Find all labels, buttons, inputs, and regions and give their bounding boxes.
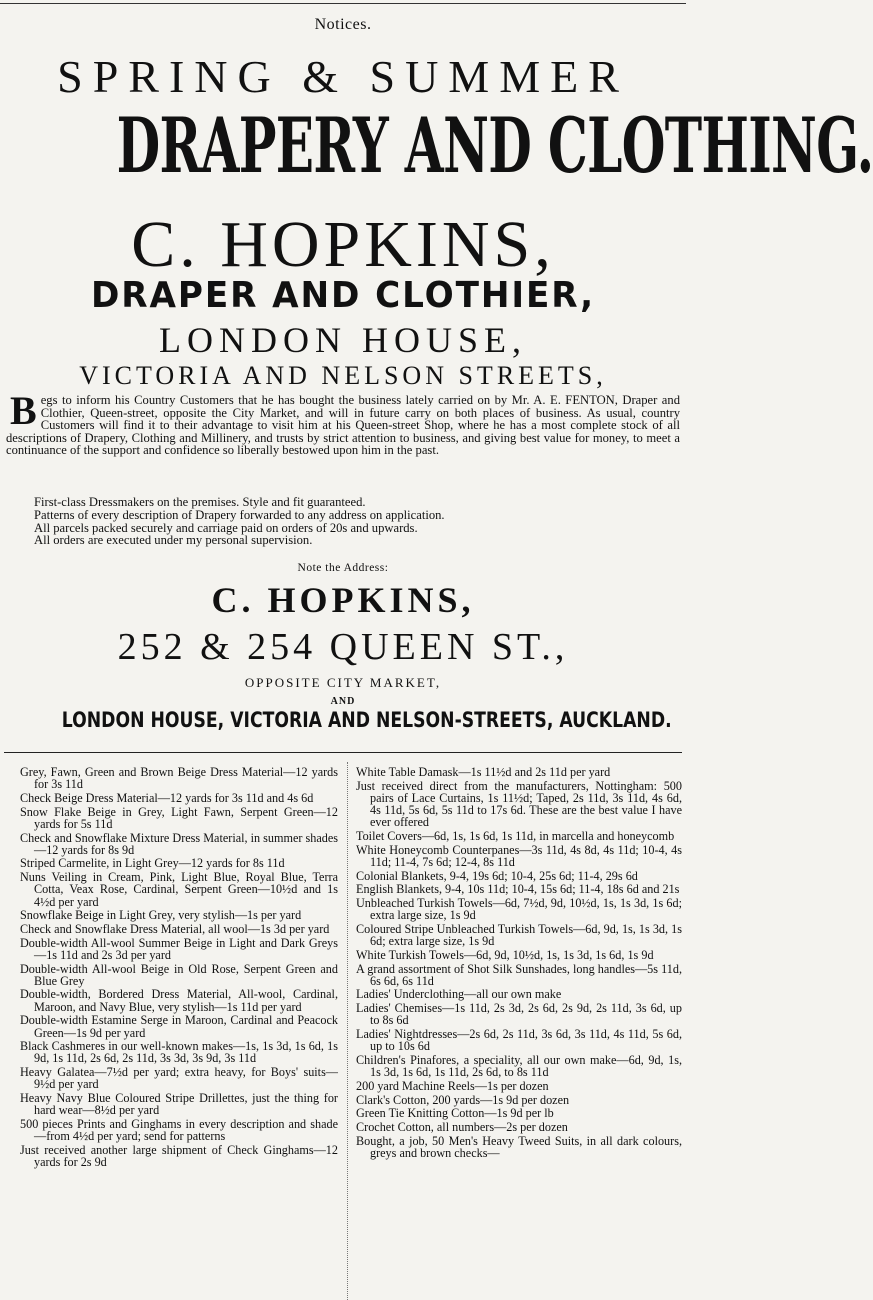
left-price-column bbox=[20, 766, 338, 1170]
price-item: Black Cashmeres in our well-known makes—1s, 1s 3d, 1s 6d, 1s 9d, 1s 11d, 2s 6d, 2s 11d, 3s 3d, 3s 9d, 3s 11d bbox=[20, 1039, 338, 1066]
price-item: White Turkish Towels—6d, 9d, 10½d, 1s, 1s 3d, 1s 6d, 1s 9d bbox=[356, 947, 654, 962]
price-item: Double-width All-wool Beige in Old Rose, Serpent Green and Blue Grey bbox=[20, 961, 338, 988]
price-item: Heavy Navy Blue Coloured Stripe Drillettes, just the thing for hard wear—8½d per yard bbox=[20, 1091, 338, 1118]
price-item: Double-width All-wool Summer Beige in Light and Dark Greys—1s 11d and 2s 3d per yard bbox=[20, 935, 338, 962]
price-item: Ladies' Chemises—1s 11d, 2s 3d, 2s 6d, 2s 9d, 2s 11d, 3s 6d, up to 8s 6d bbox=[356, 1001, 682, 1028]
price-item: 500 pieces Prints and Ginghams in every description and shade—from 4½d per yard; send for patterns bbox=[20, 1116, 338, 1144]
service-item: All parcels packed securely and carriage paid on orders of 20s and upwards. bbox=[34, 520, 418, 535]
price-item: Green Tie Knitting Cotton—1s 9d per lb bbox=[356, 1106, 554, 1121]
price-item: Bought, a job, 50 Men's Heavy Tweed Suits, in all dark colours, greys and brown checks— bbox=[356, 1133, 682, 1160]
price-item: Unbleached Turkish Towels—6d, 7½d, 9d, 10½d, 1s, 1s 3d, 1s 6d; extra large size, 1s 9d bbox=[356, 896, 682, 923]
and-label: AND bbox=[330, 696, 356, 707]
price-item: Double-width Estamine Serge in Maroon, Cardinal and Peacock Green—1s 9d per yard bbox=[20, 1013, 338, 1040]
address-note: Note the Address: bbox=[297, 562, 389, 574]
price-item: Check and Snowflake Mixture Dress Material, in summer shades—12 yards for 8s 9d bbox=[20, 830, 338, 857]
london-house-address: LONDON HOUSE, VICTORIA AND NELSON-STREETS, AUCKLAND. bbox=[61, 708, 672, 732]
drapery-clothing-heading: DRAPERY AND CLOTHING. bbox=[116, 101, 873, 190]
price-item: Just received direct from the manufacturers, Nottingham: 500 pairs of Lace Curtains, 1s 11½d; Taped, 2s 11d, 3s 11d, 4s 6d, 4s 11d, 5s 6d, 5s 11d to 17s 6d. These are the best value I have ever offered bbox=[356, 778, 682, 830]
streets-heading: VICTORIA AND NELSON STREETS, bbox=[79, 361, 607, 390]
price-item: Check and Snowflake Dress Material, all wool—1s 3d per yard bbox=[20, 921, 330, 936]
service-item: First-class Dressmakers on the premises. Style and fit guaranteed. bbox=[34, 495, 366, 509]
price-item: White Table Damask—1s 11½d and 2s 11d per yard bbox=[356, 765, 611, 779]
price-item: Double-width, Bordered Dress Material, All-wool, Cardinal, Maroon, and Navy Blue, very stylish—1s 11d per yard bbox=[20, 987, 338, 1014]
column-separator bbox=[347, 762, 348, 1300]
price-item: Snowflake Beige in Light Grey, very stylish—1s per yard bbox=[20, 908, 302, 923]
address-name: C. HOPKINS, bbox=[211, 580, 475, 620]
price-item: White Honeycomb Counterpanes—3s 11d, 4s 8d, 4s 11d; 10-4, 4s 11d; 11-4, 7s 6d; 12-4, 8s 11d bbox=[356, 842, 682, 869]
top-rule bbox=[0, 3, 686, 4]
service-item: All orders are executed under my personal supervision. bbox=[34, 533, 313, 548]
price-item: Clark's Cotton, 200 yards—1s 9d per dozen bbox=[356, 1092, 570, 1107]
price-item: Colonial Blankets, 9-4, 19s 6d; 10-4, 25s 6d; 11-4, 29s 6d bbox=[356, 868, 638, 883]
column-divider-rule bbox=[4, 752, 682, 753]
price-item: Toilet Covers—6d, 1s, 1s 6d, 1s 11d, in marcella and honeycomb bbox=[356, 829, 675, 844]
price-item: Striped Carmelite, in Light Grey—12 yards for 8s 11d bbox=[20, 856, 285, 871]
price-item: Crochet Cotton, all numbers—2s per dozen bbox=[356, 1119, 568, 1134]
right-price-column bbox=[356, 766, 682, 1161]
price-item: Ladies' Nightdresses—2s 6d, 2s 11d, 3s 6d, 3s 11d, 4s 11d, 5s 6d, up to 10s 6d bbox=[356, 1027, 682, 1054]
service-item: Patterns of every description of Drapery forwarded to any address on application. bbox=[34, 507, 445, 522]
trade-heading: DRAPER AND CLOTHIER, bbox=[90, 275, 596, 316]
price-item: Check Beige Dress Material—12 yards for 3s 11d and 4s 6d bbox=[20, 790, 314, 805]
price-item: A grand assortment of Shot Silk Sunshades, long handles—5s 11d, 6s 6d, 6s 11d bbox=[356, 961, 682, 988]
price-item: Snow Flake Beige in Grey, Light Fawn, Serpent Green—12 yards for 5s 11d bbox=[20, 804, 338, 831]
queen-street-address: 252 & 254 QUEEN ST., bbox=[117, 626, 569, 668]
house-heading: LONDON HOUSE, bbox=[159, 320, 527, 360]
price-item: Coloured Stripe Unbleached Turkish Towels—6d, 9d, 1s, 1s 3d, 1s 6d; extra large size, 1s 9d bbox=[356, 921, 682, 949]
intro-paragraph bbox=[6, 388, 680, 458]
price-item: Just received another large shipment of Check Ginghams—12 yards for 2s 9d bbox=[20, 1142, 338, 1170]
price-item: Ladies' Underclothing—all our own make bbox=[356, 987, 562, 1002]
intro-text: egs to inform his Country Customers that he has bought the business lately carried on by Mr. A. E. FENTON, Draper and Clothier, Queen-street, opposite the City Market, and will in future carry on both places of business. As usual, country Customers will find it to their advantage to visit him at his Queen-street Shop, where he has a most complete stock of all descriptions of Drapery, Clothing and Millinery, and trusts by strict attention to business, and giving best value for money, to meet a continuance of the support and confidence so liberally bestowed upon him in the past. bbox=[6, 393, 680, 458]
price-item: Grey, Fawn, Green and Brown Beige Dress Material—12 yards for 3s 11d bbox=[20, 765, 338, 792]
price-item: Heavy Galatea—7½d per yard; extra heavy, for Boys' suits—9½d per yard bbox=[20, 1065, 338, 1092]
service-list bbox=[34, 496, 445, 547]
spring-summer-heading: SPRING & SUMMER bbox=[57, 51, 629, 102]
price-item: English Blankets, 9-4, 10s 11d; 10-4, 15s 6d; 11-4, 18s 6d and 21s bbox=[356, 882, 680, 897]
price-item: Nuns Veiling in Cream, Pink, Light Blue, Royal Blue, Terra Cotta, Veax Rose, Cardinal, Serpent Green—10½d and 1s 4½d per yard bbox=[20, 870, 338, 909]
merchant-name: C. HOPKINS, bbox=[131, 208, 555, 281]
drop-cap: B bbox=[10, 388, 37, 433]
section-heading: Notices. bbox=[314, 16, 372, 33]
opposite-market: OPPOSITE CITY MARKET, bbox=[244, 675, 442, 690]
price-item: 200 yard Machine Reels—1s per dozen bbox=[356, 1078, 549, 1093]
price-item: Children's Pinafores, a speciality, all our own make—6d, 9d, 1s, 1s 3d, 1s 6d, 1s 11d, 2s 6d, to 8s 11d bbox=[356, 1052, 682, 1080]
